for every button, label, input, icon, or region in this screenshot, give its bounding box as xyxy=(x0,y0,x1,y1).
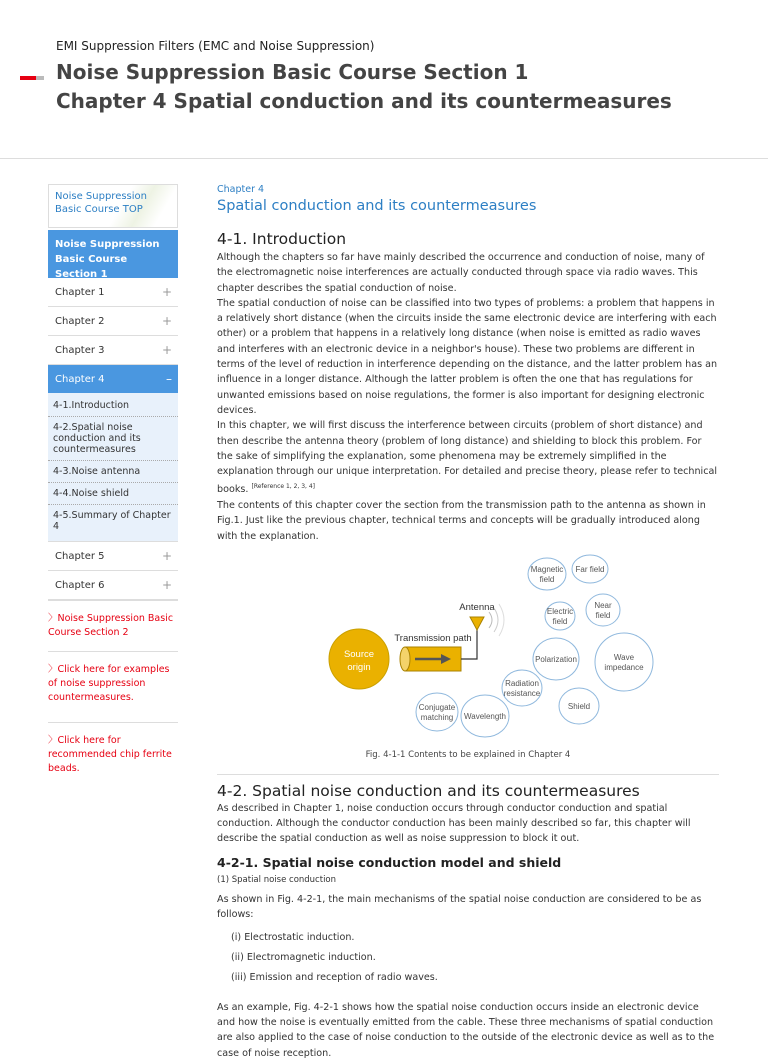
section-4-2-heading: 4-2. Spatial noise conduction and its countermeasures xyxy=(217,781,640,800)
list-item: (iii) Emission and reception of radio waves. xyxy=(231,971,438,983)
subnav-label: Summary of Chapter 4 xyxy=(53,510,171,532)
mechanism-list xyxy=(217,928,719,988)
subnav-number: 4-3. xyxy=(53,466,72,477)
bubble-label: Polarization xyxy=(535,654,577,664)
bubble-label: Wavelength xyxy=(464,711,506,721)
examples-link[interactable]: 〉Click here for examples of noise suppression countermeasures. xyxy=(48,651,178,722)
subnav-item-4-1[interactable] xyxy=(48,395,178,417)
bubble-label: Far field xyxy=(575,564,605,574)
bubble-label: Magnetic xyxy=(530,564,564,574)
subnav-item-4-3[interactable] xyxy=(48,461,178,483)
antenna-label: Antenna xyxy=(459,601,495,613)
reference-note: [Reference 1, 2, 3, 4] xyxy=(251,483,316,491)
bubble-label: Near xyxy=(594,600,612,610)
figure-4-1-1 xyxy=(217,554,719,749)
figure-caption: Fig. 4-1-1 Contents to be explained in Chapter 4 xyxy=(365,749,571,760)
course-top-link[interactable]: Noise Suppression Basic Course TOP xyxy=(48,184,178,228)
chapter-label: Chapter 3 xyxy=(55,344,105,356)
source-origin-label-2: origin xyxy=(347,661,371,673)
figure-diagram xyxy=(217,554,719,749)
bubble-label: Conjugate xyxy=(418,702,456,712)
subnav-item-4-5[interactable] xyxy=(48,505,178,537)
list-item: (i) Electrostatic induction. xyxy=(231,931,355,943)
bubble-magnetic-field xyxy=(528,558,566,590)
chapter-4-subnav xyxy=(48,393,178,541)
chapter-label: Chapter 4 xyxy=(55,373,105,385)
subnav-label: Noise antenna xyxy=(71,466,141,477)
sidebar-chapter-6[interactable] xyxy=(48,571,178,600)
chapter-title: Spatial conduction and its countermeasures xyxy=(217,198,537,214)
section-4-1-para-2: The spatial conduction of noise can be classified into two types of problems: a problem that happens in a relatively short distance (when the circuits inside the same electronic device are interfering with each other) or a problem that happens in a relatively long distance (when noise is emitted as radio waves and interferes with an electronic device in a neighbor's house). These two problems are different in terms of the level of reduction in interference depending on the distance, and the latter problem has an influence in a longer distance. Although the latter problem is often the one that has regulations for unwanted emissions based on noise regulations, the former is also important for designing electronic devices. xyxy=(217,297,718,416)
section-divider xyxy=(217,774,719,775)
bubble-label: field xyxy=(595,610,611,620)
chapter-label: Chapter 2 xyxy=(55,315,105,327)
section-4-2-1-para-1: As shown in Fig. 4-2-1, the main mechanisms of the spatial noise conduction are considered to be as follows: xyxy=(217,894,702,921)
list-item: (ii) Electromagnetic induction. xyxy=(231,951,376,963)
expand-icon: + xyxy=(161,314,172,328)
source-origin-label-1: Source xyxy=(343,648,375,660)
section-4-2-1-heading: 4-2-1. Spatial noise conduction model and shield xyxy=(217,854,562,870)
bubble-label: field xyxy=(552,616,568,626)
subnav-number: 4-2. xyxy=(53,422,72,433)
wave-arc xyxy=(489,612,492,628)
section-4-1-para-4: The contents of this chapter cover the section from the transmission path to the antenna as shown in Fig.1. Just like the previous chapter, technical terms and concepts will be gradually introduced along with the explanation. xyxy=(217,499,706,542)
bubble-label: matching xyxy=(420,712,454,722)
section-1-link[interactable]: Noise Suppression Basic Course Section 1 xyxy=(48,230,178,278)
sidebar-chapter-5[interactable] xyxy=(48,541,178,571)
accent-mark xyxy=(20,76,44,80)
expand-icon: + xyxy=(161,578,172,592)
bubble-label: field xyxy=(539,574,555,584)
section-4-2-para-1: As described in Chapter 1, noise conduction occurs through conductor conduction and spatial conduction. Although the conductor conduction has been mainly described so far, this chapter will describe the spatial conduction as well as noise suppression to block it out. xyxy=(217,802,691,845)
expand-icon: + xyxy=(161,285,172,299)
ferrite-beads-link[interactable]: 〉Click here for recommended chip ferrite beads. xyxy=(48,722,178,787)
page-title-line-2: Chapter 4 Spatial conduction and its countermeasures xyxy=(56,89,672,113)
subnav-label: Introduction xyxy=(71,400,130,411)
wave-arc xyxy=(499,604,504,636)
chapter-kicker: Chapter 4 xyxy=(217,184,265,195)
sidebar-nav xyxy=(48,184,178,787)
bubble-near-field xyxy=(586,594,620,626)
subnav-label: Spatial noise conduction and its countermeasures xyxy=(53,422,141,455)
bubble-label: Shield xyxy=(567,701,591,711)
expand-icon: + xyxy=(161,549,172,563)
bubble-label: Electric xyxy=(546,606,574,616)
category-label: EMI Suppression Filters (EMC and Noise Suppression) xyxy=(56,39,375,53)
section-2-link[interactable]: 〉Noise Suppression Basic Course Section 2 xyxy=(48,600,178,651)
bubble-radiation-resistance xyxy=(502,670,542,706)
section-4-2-1-para-2: As an example, Fig. 4-2-1 shows how the spatial noise conduction occurs inside an electronic device and how the noise is eventually emitted from the cable. These three mechanisms of spatial conduction are also applied to the case of noise conduction to the outside of the electronic device as well as to the case of noise reception. xyxy=(217,1001,715,1059)
section-4-1-heading: 4-1. Introduction xyxy=(217,230,347,248)
subnav-item-4-2[interactable] xyxy=(48,417,178,461)
bubble-label: Radiation xyxy=(505,678,539,688)
sidebar-chapter-2[interactable] xyxy=(48,307,178,336)
para-text: In this chapter, we will first discuss the interference between circuits (problem of short distance) and then describe the antenna theory (problem of long distance) and shielding to block this problem. For the sake of simplifying the explanation, some phenomena may be extremely simplified in the explanation through our unique interpretation. For detailed and precise theory, please refer to technical books. xyxy=(217,420,718,496)
sidebar-chapter-3[interactable] xyxy=(48,336,178,365)
bubble-label: Wave xyxy=(613,652,635,662)
antenna-icon xyxy=(470,617,484,630)
subnav-number: 4-5. xyxy=(53,510,72,521)
sidebar-chapter-4[interactable] xyxy=(48,365,178,393)
bubble-conjugate-matching xyxy=(416,693,458,731)
section-4-1-para-1: Although the chapters so far have mainly described the occurrence and conduction of noise, many of the electromagnetic noise interferences are actually conducted through space via radio waves. This chapter describes the spatial conduction of noise. xyxy=(217,252,705,294)
expand-icon: + xyxy=(161,343,172,357)
collapse-icon: – xyxy=(166,372,172,386)
transmission-path-label: Transmission path xyxy=(394,632,472,644)
page-title-line-1: Noise Suppression Basic Course Section 1 xyxy=(56,60,529,84)
chapter-label: Chapter 6 xyxy=(55,579,105,591)
subnav-number: 4-4. xyxy=(53,488,72,499)
subnav-number: 4-1. xyxy=(53,400,72,411)
cylinder-end xyxy=(400,647,410,671)
section-4-1-para-3 xyxy=(217,418,719,498)
chapter-label: Chapter 1 xyxy=(55,286,105,298)
page-header xyxy=(0,0,768,159)
subnav-item-4-4[interactable] xyxy=(48,483,178,505)
page-title xyxy=(56,58,672,116)
subsection-label: (1) Spatial noise conduction xyxy=(217,874,337,885)
subnav-label: Noise shield xyxy=(71,488,130,499)
bubble-label: resistance xyxy=(503,688,541,698)
chapter-label: Chapter 5 xyxy=(55,550,105,562)
main-content xyxy=(217,184,719,1061)
bubble-label: impedance xyxy=(604,662,644,672)
bubble-wave-impedance xyxy=(595,633,653,691)
sidebar-chapter-1[interactable] xyxy=(48,278,178,307)
